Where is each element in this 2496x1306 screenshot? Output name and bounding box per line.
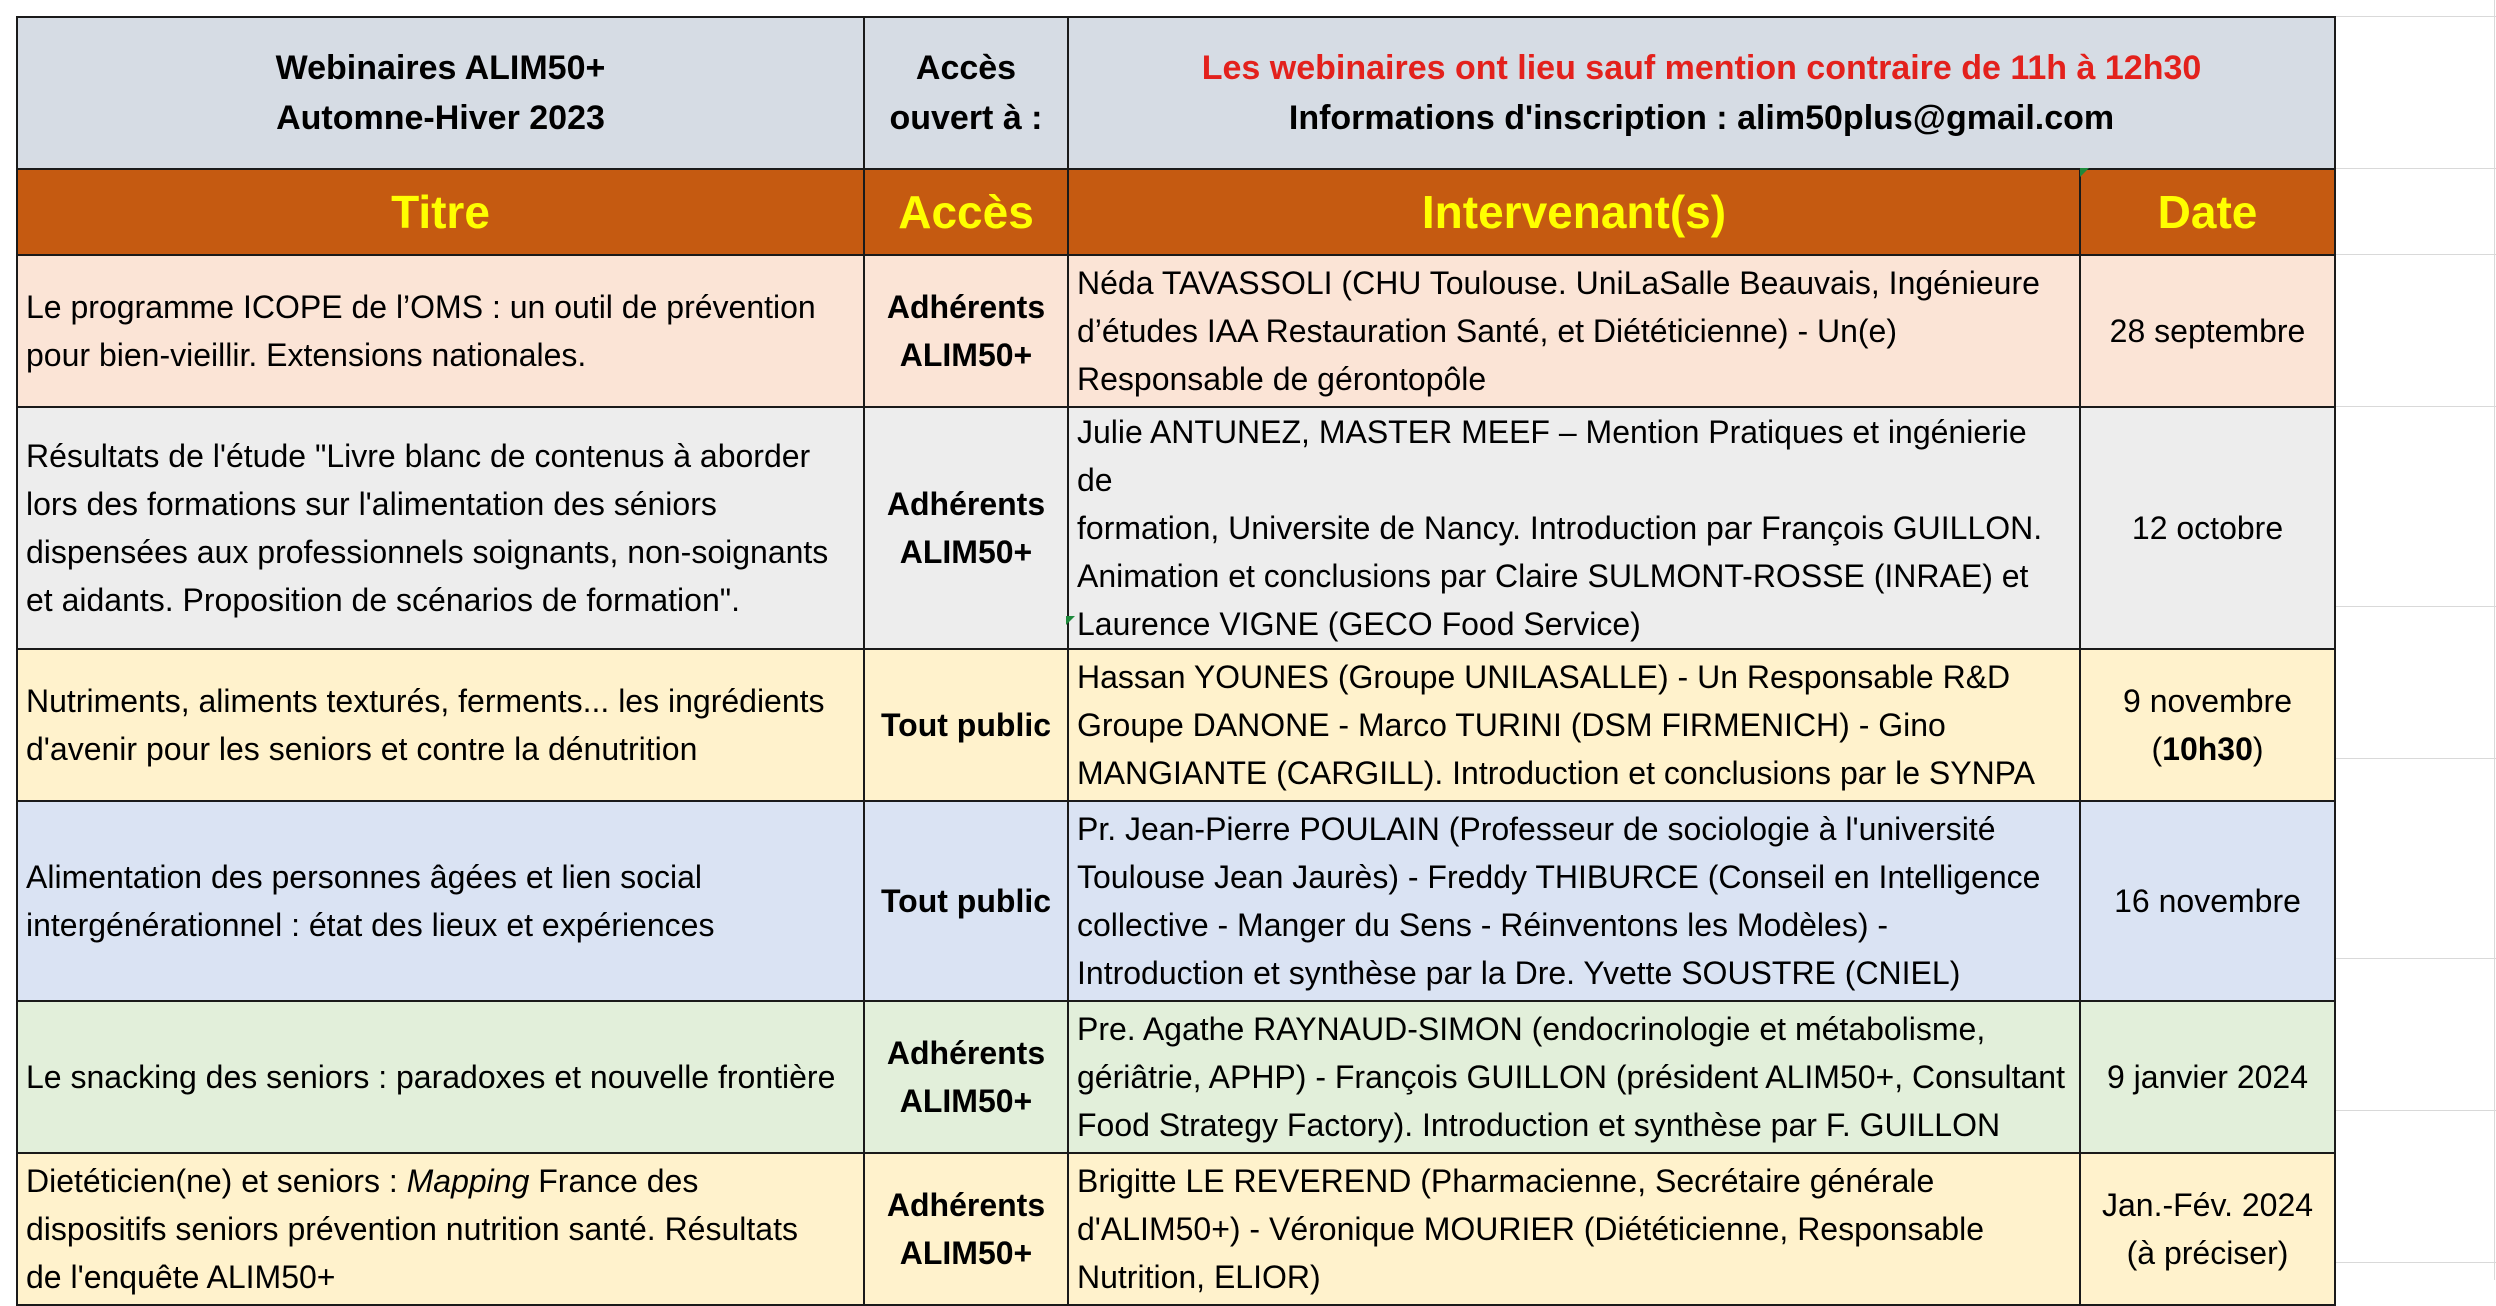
cell-speakers[interactable]: Néda TAVASSOLI (CHU Toulouse. UniLaSalle Beauvais, Ingénieure d’études IAA Restauration Santé, et Diététicienne) - Un(e) Responsable de gérontopôle xyxy=(1068,255,2080,407)
cell-date[interactable]: Jan.-Fév. 2024 (à préciser) xyxy=(2080,1153,2335,1305)
col-header-acces[interactable]: Accès xyxy=(864,169,1068,255)
banner-title: Webinaires ALIM50+ xyxy=(275,49,606,87)
table-row xyxy=(17,649,2335,801)
cell-date[interactable]: 9 janvier 2024 xyxy=(2080,1001,2335,1153)
banner-notice: Les webinaires ont lieu sauf mention contraire de 11h à 12h30 xyxy=(1201,49,2202,87)
spreadsheet-gridlines xyxy=(2334,0,2496,1280)
cell-access[interactable]: Adhérents ALIM50+ xyxy=(864,1001,1068,1153)
table-row xyxy=(17,255,2335,407)
cell-speakers[interactable]: Pre. Agathe RAYNAUD-SIMON (endocrinologie et métabolisme, gériâtrie, APHP) - François GUILLON (président ALIM50+, Consultant Food Strategy Factory). Introduction et synthèse par F. GUILLON xyxy=(1068,1001,2080,1153)
banner-access-line1: Accès xyxy=(915,49,1017,87)
cell-title[interactable]: Le programme ICOPE de l’OMS : un outil de prévention pour bien-vieillir. Extensions nationales. xyxy=(17,255,864,407)
cell-speakers[interactable]: Hassan YOUNES (Groupe UNILASALLE) - Un Responsable R&D Groupe DANONE - Marco TURINI (DSM FIRMENICH) - Gino MANGIANTE (CARGILL). Introduction et conclusions par le SYNPA xyxy=(1068,649,2080,801)
cell-access[interactable]: Adhérents ALIM50+ xyxy=(864,1153,1068,1305)
table-row xyxy=(17,801,2335,1001)
banner-contact: Informations d'inscription : alim50plus@gmail.com xyxy=(1288,99,2115,137)
col-header-date[interactable]: Date xyxy=(2080,169,2335,255)
banner-info-cell[interactable] xyxy=(1068,17,2335,169)
cell-title[interactable]: Nutriments, aliments texturés, ferments... les ingrédients d'avenir pour les seniors et contre la dénutrition xyxy=(17,649,864,801)
col-header-intervenants[interactable]: Intervenant(s) xyxy=(1068,169,2080,255)
cell-date[interactable]: 9 novembre (10h30) xyxy=(2080,649,2335,801)
cell-date[interactable]: 12 octobre xyxy=(2080,407,2335,649)
banner-subtitle: Automne-Hiver 2023 xyxy=(276,99,605,137)
table-row xyxy=(17,1153,2335,1305)
table-row xyxy=(17,407,2335,649)
table-banner-row xyxy=(17,17,2335,169)
col-header-titre[interactable]: Titre xyxy=(17,169,864,255)
comment-indicator-icon xyxy=(2080,168,2089,177)
cell-title[interactable]: Alimentation des personnes âgées et lien social intergénérationnel : état des lieux et expériences xyxy=(17,801,864,1001)
cell-title[interactable]: Dietéticien(ne) et seniors : Mapping France des dispositifs seniors prévention nutrition santé. Résultats de l'enquête ALIM50+ xyxy=(17,1153,864,1305)
banner-access-line2: ouvert à : xyxy=(889,99,1043,137)
cell-access[interactable]: Adhérents ALIM50+ xyxy=(864,407,1068,649)
cell-speakers[interactable]: Julie ANTUNEZ, MASTER MEEF – Mention Pratiques et ingénierie de formation, Universite de Nancy. Introduction par François GUILLON. Animation et conclusions par Claire SULMONT-ROSSE (INRAE) et Laurence VIGNE (GECO Food Service) xyxy=(1068,407,2080,649)
column-header-row xyxy=(17,169,2335,255)
banner-access-cell[interactable] xyxy=(864,17,1068,169)
cell-access[interactable]: Tout public xyxy=(864,801,1068,1001)
cell-speakers[interactable]: Pr. Jean-Pierre POULAIN (Professeur de sociologie à l'université Toulouse Jean Jaurès) - Freddy THIBURCE (Conseil en Intelligence collective - Manger du Sens - Réinventons les Modèles) - Introduction et synthèse par la Dre. Yvette SOUSTRE (CNIEL) xyxy=(1068,801,2080,1001)
cell-access[interactable]: Adhérents ALIM50+ xyxy=(864,255,1068,407)
cell-date[interactable]: 16 novembre xyxy=(2080,801,2335,1001)
table-row xyxy=(17,1001,2335,1153)
cell-date[interactable]: 28 septembre xyxy=(2080,255,2335,407)
webinar-schedule-table xyxy=(16,16,2336,1306)
banner-title-cell[interactable] xyxy=(17,17,864,169)
cell-access[interactable]: Tout public xyxy=(864,649,1068,801)
date-time-note: (10h30) xyxy=(2151,731,2264,767)
comment-indicator-icon xyxy=(1066,616,1075,625)
cell-title[interactable]: Résultats de l'étude "Livre blanc de contenus à aborder lors des formations sur l'alimentation des séniors dispensées aux professionnels soignants, non-soignants et aidants. Proposition de scénarios de formation". xyxy=(17,407,864,649)
cell-speakers[interactable]: Brigitte LE REVEREND (Pharmacienne, Secrétaire générale d'ALIM50+) - Véronique MOURIER (Diététicienne, Responsable Nutrition, ELIOR) xyxy=(1068,1153,2080,1305)
cell-title[interactable]: Le snacking des seniors : paradoxes et nouvelle frontière xyxy=(17,1001,864,1153)
